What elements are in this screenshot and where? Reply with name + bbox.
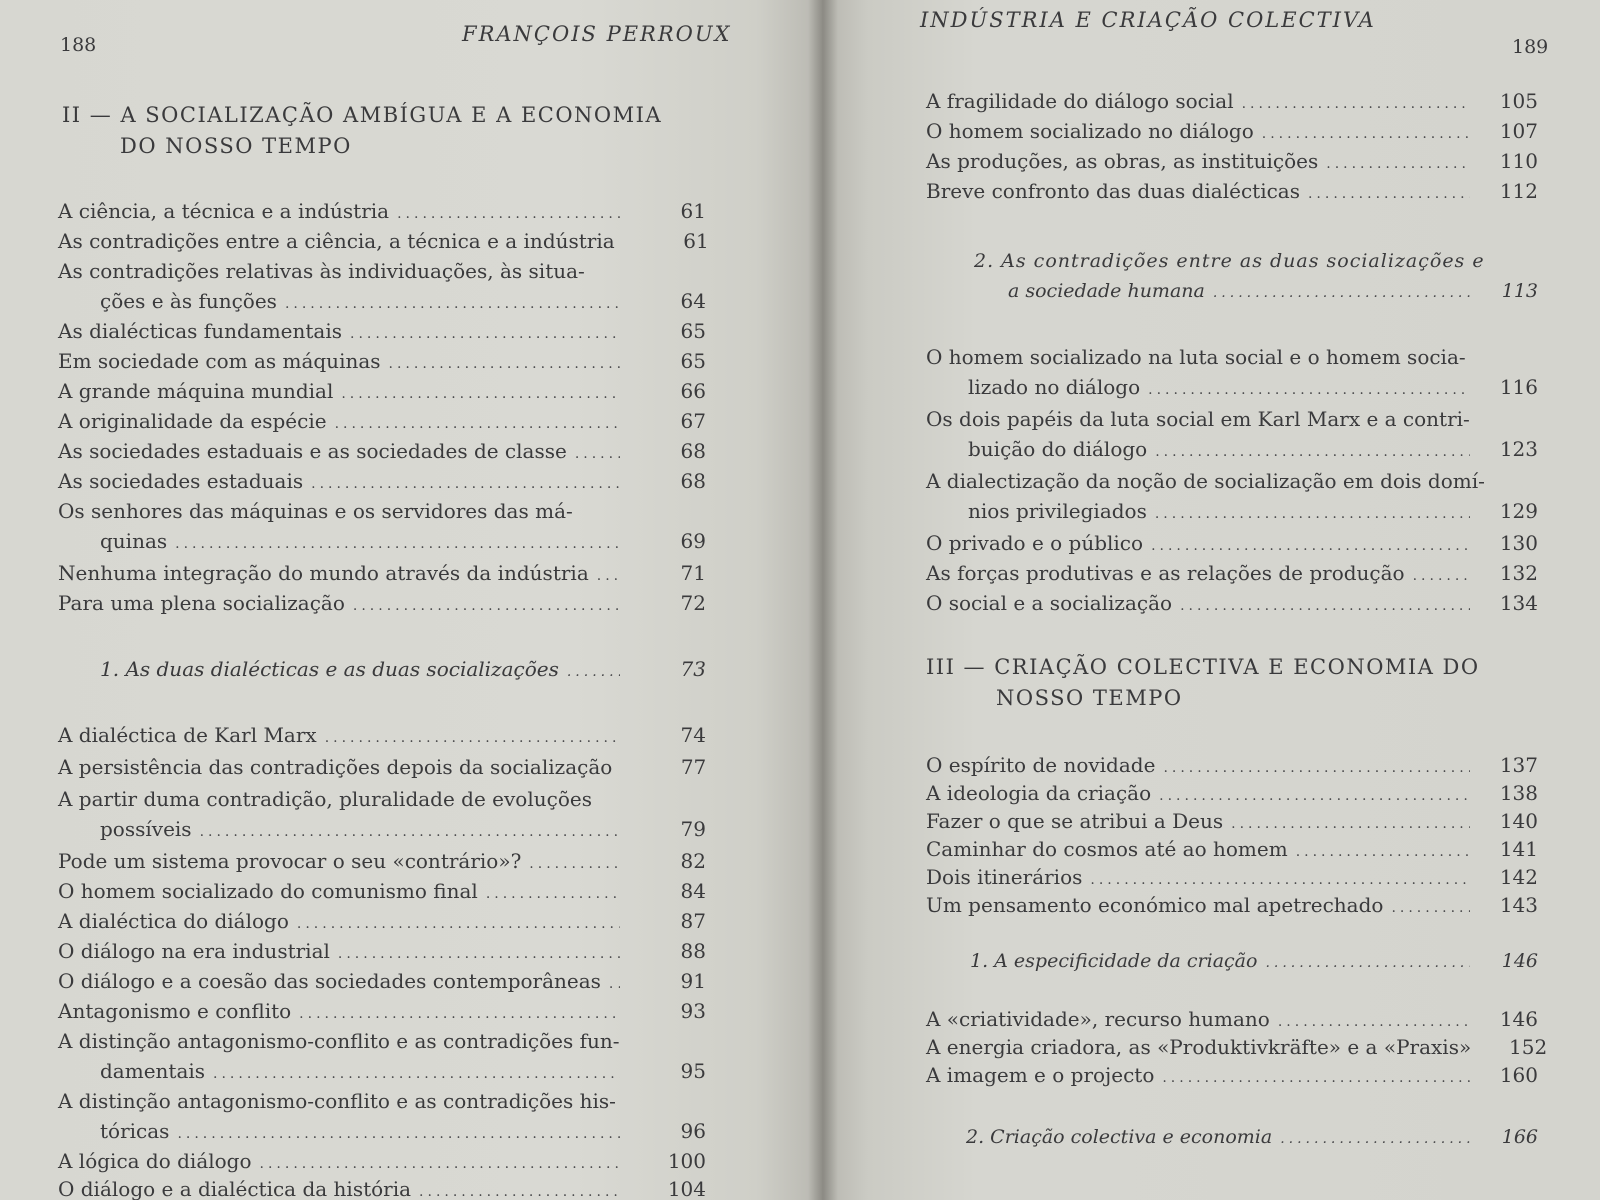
toc-subsection-2: 2. As contradições entre as duas socializações e [974, 250, 1485, 272]
toc-entry: A energia criadora, as «Produktivkräfte» e a «Praxis» 152 [926, 1035, 1548, 1059]
section-heading-ii-line2: DO NOSSO TEMPO [120, 134, 352, 158]
toc-entry: A dialectização da noção de socialização em dois domí- nios privilegiados ..... 129 [926, 466, 1538, 529]
toc-entry: O diálogo e a coesão das sociedades contemporâneas ..... 91 [58, 966, 706, 999]
page-number-left: 188 [60, 34, 97, 56]
toc-entry: Fazer o que se atribui a Deus ..... 140 [926, 806, 1538, 839]
toc-entry: O homem socializado na luta social e o homem socia- lizado no diálogo ..... 116 [926, 342, 1538, 405]
section-heading-iii-line1: III — CRIAÇÃO COLECTIVA E ECONOMIA DO [926, 655, 1480, 679]
toc-entry: Os senhores das máquinas e os servidores das má- quinas ..... 69 [58, 496, 706, 559]
page-number-right: 189 [1512, 36, 1549, 58]
toc-entry: A dialéctica do diálogo ..... 87 [58, 906, 706, 939]
toc-entry: As contradições entre a ciência, a técnica e a indústria 61 [58, 229, 709, 253]
toc-entry: A distinção antagonismo-conflito e as contradições fun- damentais ..... 95 [58, 1026, 706, 1089]
toc-entry: As sociedades estaduais ..... 68 [58, 466, 706, 499]
toc-entry: O homem socializado no diálogo ..... 107 [926, 116, 1538, 149]
toc-entry: O espírito de novidade ..... 137 [926, 750, 1538, 783]
toc-subsection-1-criacao: 1. A especificidade da criação ..... 146 [926, 946, 1538, 978]
toc-entry: Para uma plena socialização ..... 72 [58, 588, 706, 621]
running-head-left: FRANÇOIS PERROUX [462, 22, 732, 46]
section-heading-ii-line1: II — A SOCIALIZAÇÃO AMBÍGUA E A ECONOMIA [62, 103, 663, 127]
toc-right [926, 86, 1548, 1196]
section-heading-ii [62, 100, 662, 162]
running-head-right: INDÚSTRIA E CRIAÇÃO COLECTIVA [920, 8, 1376, 32]
toc-entry: Pode um sistema provocar o seu «contrário»? ..... 82 [58, 846, 706, 879]
toc-entry: Dois itinerários ..... 142 [926, 862, 1538, 895]
toc-entry: A grande máquina mundial ..... 66 [58, 376, 706, 409]
toc-entry: Em sociedade com as máquinas ..... 65 [58, 346, 706, 379]
toc-entry: Nenhuma integração do mundo através da indústria ..... 71 [58, 558, 706, 591]
toc-entry: As sociedades estaduais e as sociedades de classe ..... 68 [58, 436, 706, 469]
toc-entry: A «criatividade», recurso humano ..... 146 [926, 1004, 1538, 1037]
toc-entry: As contradições relativas às individuações, às situa- ções e às funções ..... 64 [58, 256, 706, 319]
toc-entry: Os dois papéis da luta social em Karl Marx e a contri- buição do diálogo ..... 123 [926, 404, 1538, 467]
toc-entry: A distinção antagonismo-conflito e as contradições his- tóricas ..... 96 [58, 1086, 706, 1149]
toc-entry: As dialécticas fundamentais ..... 65 [58, 316, 706, 349]
toc-entry: Antagonismo e conflito ..... 93 [58, 996, 706, 1029]
toc-entry: A persistência das contradições depois da socialização 77 [58, 755, 707, 779]
toc-entry: A originalidade da espécie ..... 67 [58, 406, 706, 439]
toc-subsection-1: 1. As duas dialécticas e as duas socializações ..... 73 [58, 654, 706, 687]
section-heading-iii-line2: NOSSO TEMPO [996, 686, 1183, 710]
toc-left [58, 196, 709, 1200]
book-gutter [808, 0, 838, 1200]
toc-entry: O social e a socialização ..... 134 [926, 588, 1538, 621]
toc-entry: Um pensamento económico mal apetrechado ..... 143 [926, 890, 1538, 923]
toc-entry: A lógica do diálogo ..... 100 [58, 1146, 706, 1179]
section-heading-iii [926, 652, 1480, 714]
toc-entry: O homem socializado do comunismo final ..... 84 [58, 876, 706, 909]
toc-entry: As forças produtivas e as relações de produção ..... 132 [926, 558, 1538, 591]
toc-entry: Breve confronto das duas dialécticas ..... 112 [926, 176, 1538, 209]
toc-entry: O diálogo na era industrial ..... 88 [58, 936, 706, 969]
toc-entry: O privado e o público ..... 130 [926, 528, 1538, 561]
toc-entry: A imagem e o projecto ..... 160 [926, 1060, 1538, 1093]
right-page [822, 0, 1600, 1200]
toc-entry: Caminhar do cosmos até ao homem ..... 141 [926, 834, 1538, 867]
toc-entry: A partir duma contradição, pluralidade de evoluções possíveis ..... 79 [58, 784, 706, 847]
toc-entry: A dialéctica de Karl Marx ..... 74 [58, 720, 706, 753]
toc-entry: A ideologia da criação ..... 138 [926, 778, 1538, 811]
toc-subsection-2-criacao: 2. Criação colectiva e economia ..... 166 [926, 1122, 1538, 1154]
toc-entry: As produções, as obras, as instituições ..... 110 [926, 146, 1538, 179]
toc-entry: O diálogo e a dialéctica da história ..... 104 [58, 1174, 706, 1200]
toc-entry: A ciência, a técnica e a indústria ..... 61 [58, 196, 706, 229]
toc-entry: A fragilidade do diálogo social ..... 105 [926, 86, 1538, 119]
toc-subsection-2-line2: a sociedade humana ..... 113 [926, 276, 1538, 308]
